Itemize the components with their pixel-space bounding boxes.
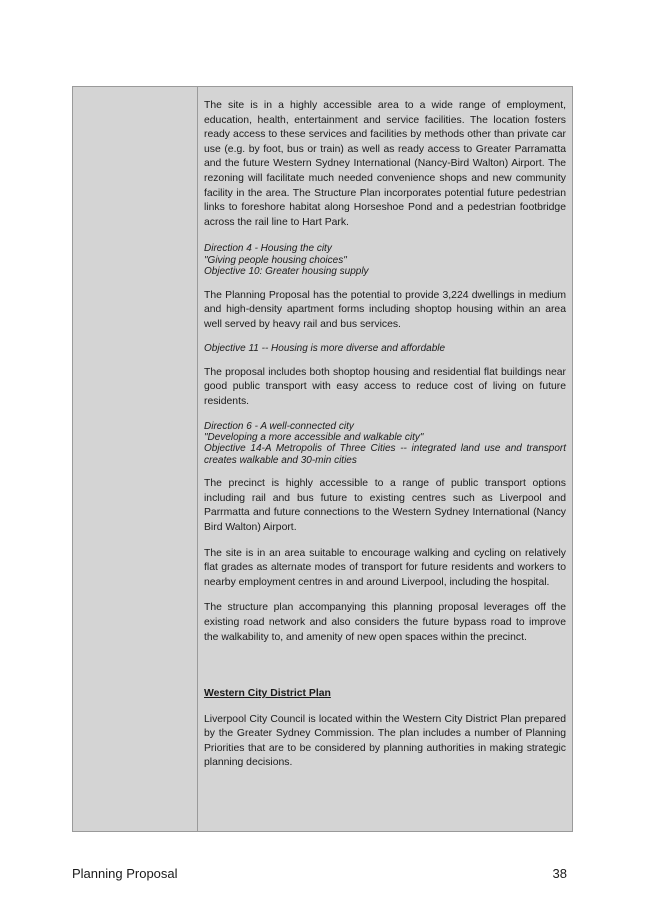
objective-11: Objective 11 -- Housing is more diverse and affordable: [204, 343, 446, 355]
direction-4-title: Direction 4 - Housing the city: [204, 243, 332, 255]
paragraph-structure-plan: The structure plan accompanying this planning proposal leverages off the existing road network and also considers the future bypass road to improve the walkability to, and amenity of new open spaces within the precinct.: [204, 602, 566, 643]
paragraph-accessibility: The site is in a highly accessible area to a wide range of employment, education, health, entertainment and service facilities. The location fosters ready access to these services and facilities by methods other than private car use (e.g. by foot, bus or train) as well as ready access to Greater Parramatta and the future Western Sydney International (Nancy-Bird Walton) Airport. The rezoning will facilitate much needed convenience shops and new community facility in the area. The Structure Plan incorporates potential future pedestrian links to foreshore habitat along Horseshoe Pond and a pedestrian footbridge across the rail line to Hart Park.: [204, 100, 566, 228]
paragraph-walking-cycling: The site is in an area suitable to encourage walking and cycling on relatively flat grades as alternate modes of transport for future residents and workers to nearby employment centres in and around Liverpool, including the hospital.: [204, 547, 566, 588]
footer-document-title: Planning Proposal: [72, 866, 178, 881]
table-left-column: [73, 87, 198, 831]
direction-4-quote: "Giving people housing choices": [204, 254, 347, 266]
footer-page-number: 38: [552, 866, 567, 881]
paragraph-shoptop-housing: The proposal includes both shoptop housing and residential flat buildings near good public transport with easy access to reduce cost of living on future residents.: [204, 366, 566, 407]
paragraph-dwellings: The Planning Proposal has the potential to provide 3,224 dwellings in medium and high-density apartment forms including shoptop housing within an area well served by heavy rail and bus services.: [204, 289, 566, 330]
heading-western-city-district-plan: Western City District Plan: [204, 688, 331, 700]
paragraph-district-plan: Liverpool City Council is located within the Western City District Plan prepared by the Greater Sydney Commission. The plan includes a number of Planning Priorities that are to be considered by planning authorities in making strategic planning decisions.: [204, 713, 566, 769]
content-table: [72, 86, 573, 832]
direction-6-quote: "Developing a more accessible and walkable city": [204, 431, 424, 443]
direction-6-title: Direction 6 - A well-connected city: [204, 420, 354, 432]
objective-14a: Objective 14-A Metropolis of Three Cities -- integrated land use and transport creates walkable and 30-min cities: [204, 443, 566, 466]
paragraph-public-transport: The precinct is highly accessible to a range of public transport options including rail and bus future to existing centres such as Liverpool and Parrmatta and future connections to the Western Sydney International (Nancy Bird Walton) Airport.: [204, 478, 566, 533]
objective-10: Objective 10: Greater housing supply: [204, 266, 369, 278]
table-right-column: [198, 87, 572, 831]
